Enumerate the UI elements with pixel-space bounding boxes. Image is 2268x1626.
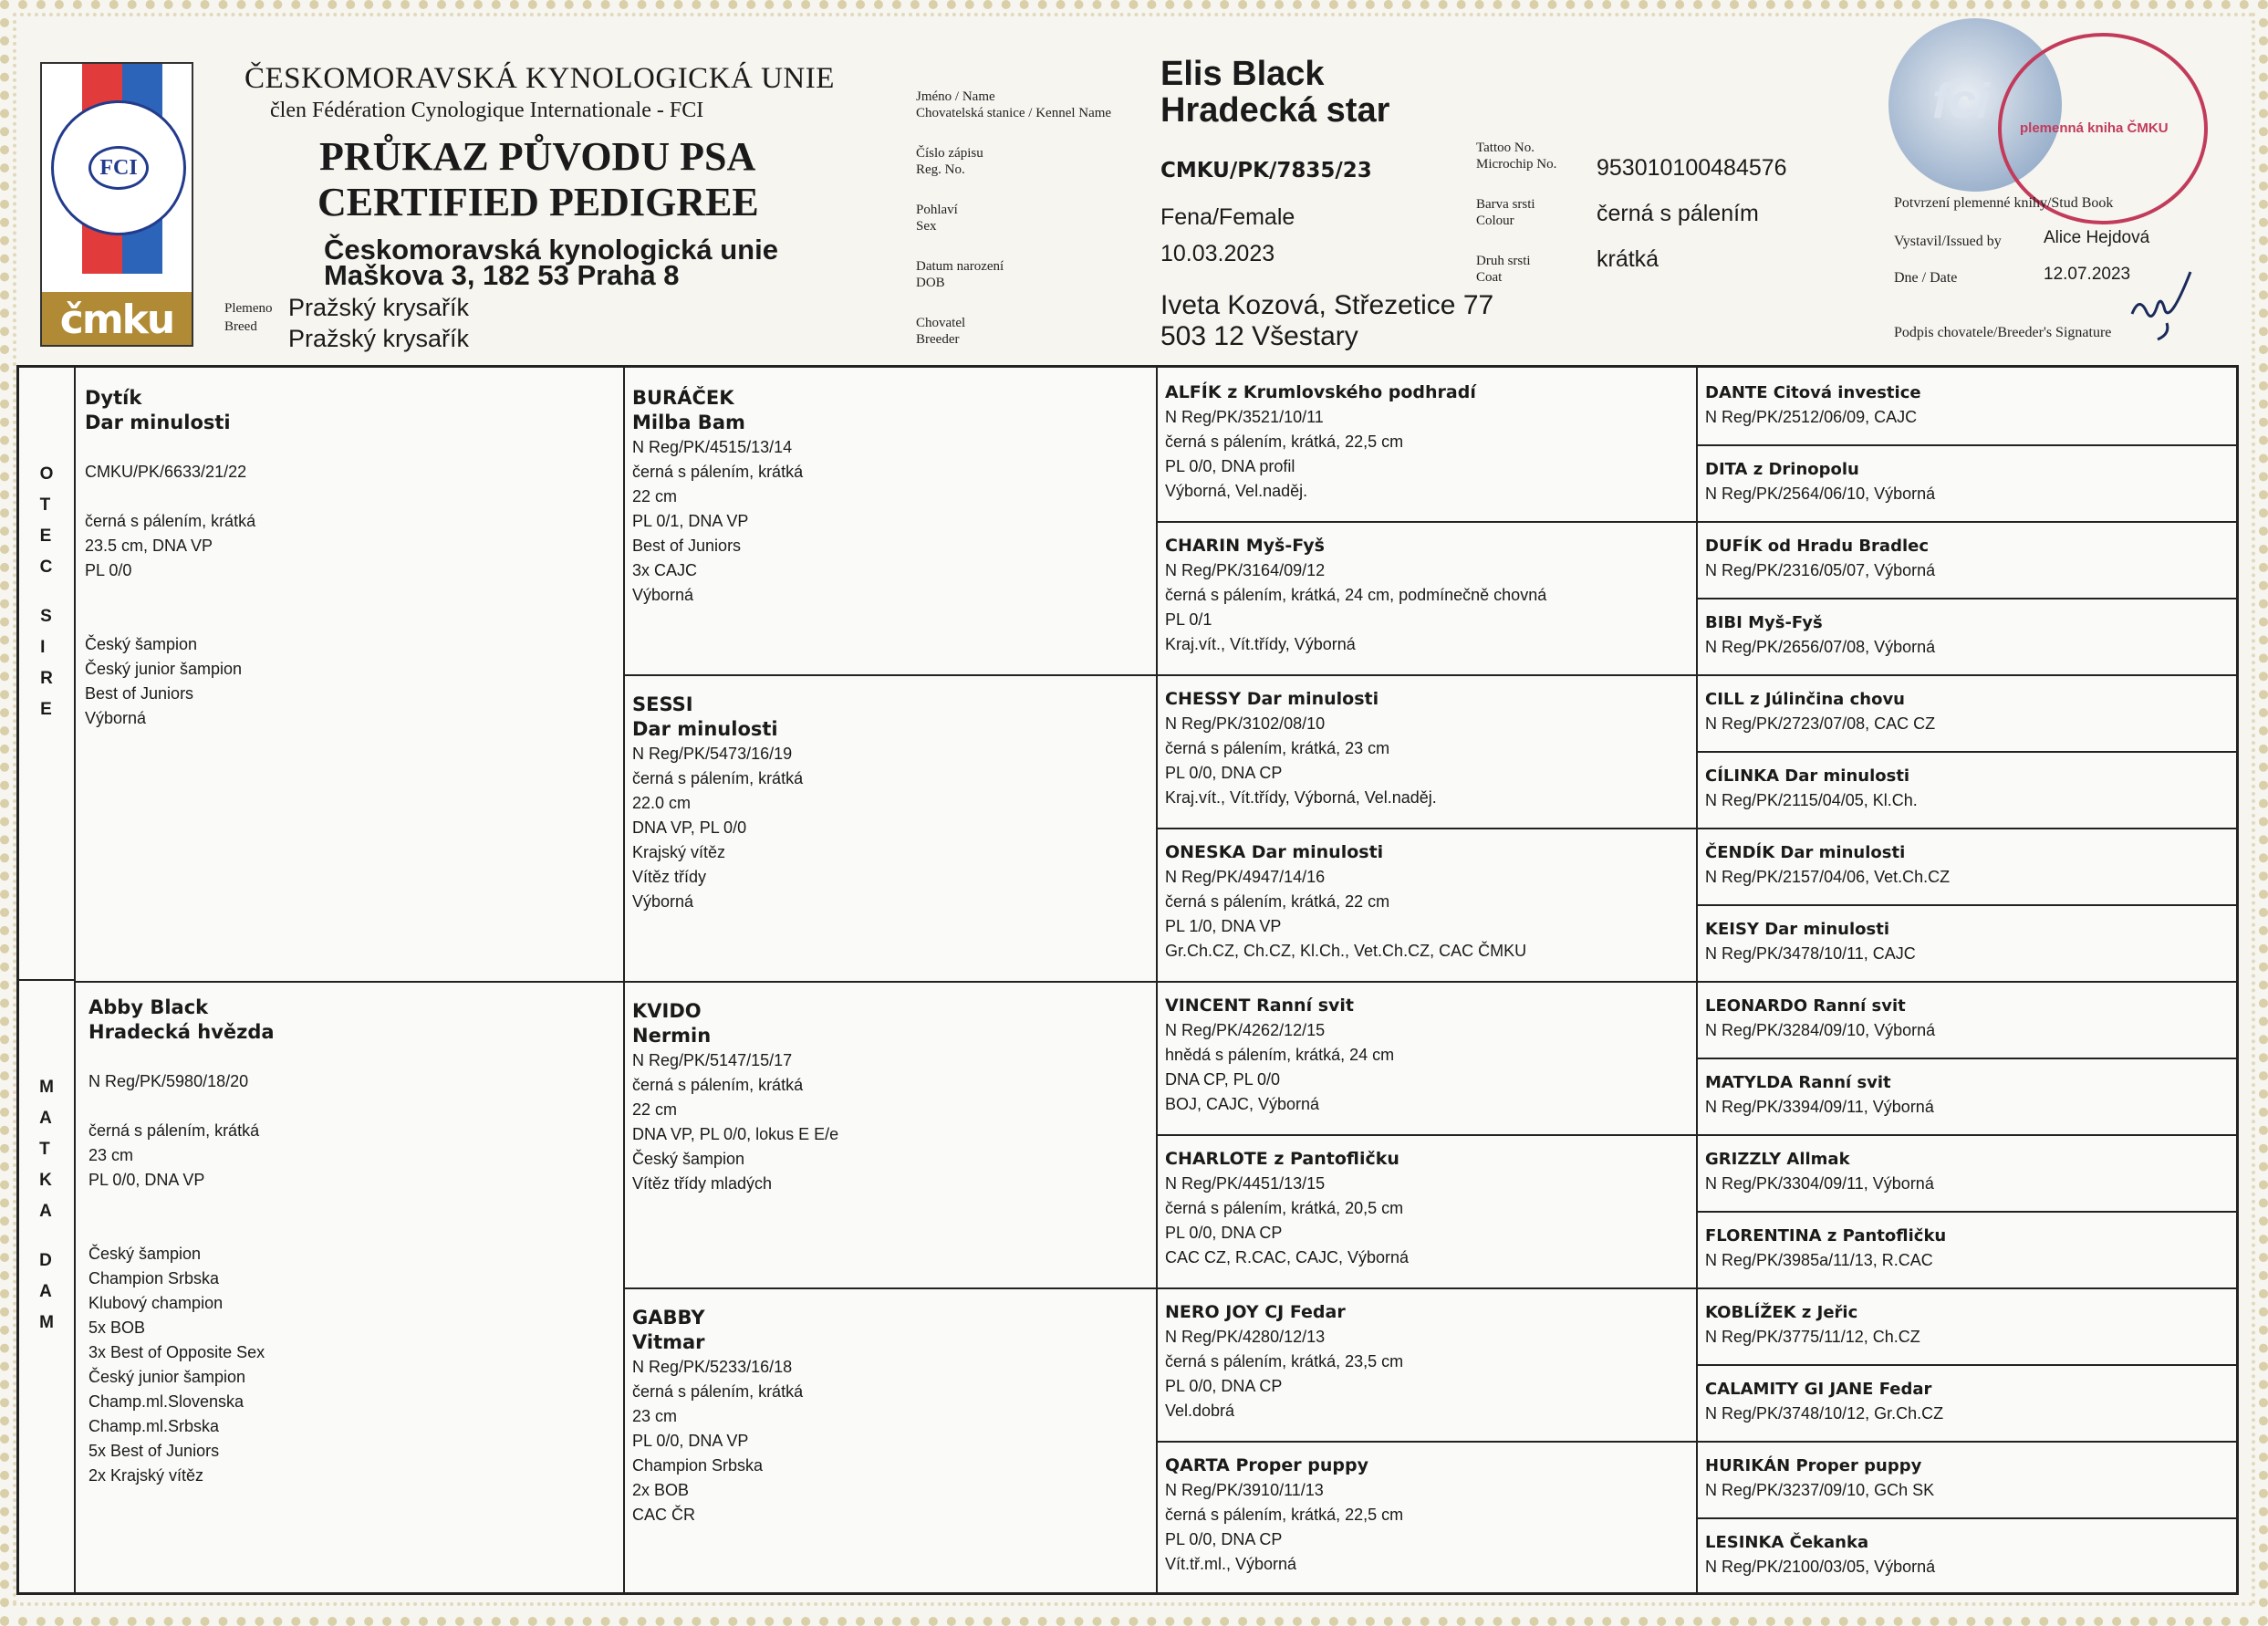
gg-grandparent-name: DANTE Citová investice xyxy=(1705,383,1921,402)
cell-line: N Reg/PK/3394/09/11, Výborná xyxy=(1705,1098,1934,1116)
breed-cz: Pražský krysařík xyxy=(288,294,470,321)
cell-line: Vít.tř.ml., Výborná xyxy=(1165,1555,1297,1573)
cell-line: N Reg/PK/5233/16/18 xyxy=(632,1358,793,1376)
gg-grandparent-cell xyxy=(1705,917,1916,966)
gg-grandparent-cell xyxy=(1705,1070,1934,1120)
stud-book-confirm-label: Potvrzení plemenné knihy/Stud Book xyxy=(1894,195,2114,211)
great-grandparent-cell xyxy=(1165,1147,1409,1270)
gg-grandparent-name: KEISY Dar minulosti xyxy=(1705,920,1890,939)
cell-line: N Reg/PK/5473/16/19 xyxy=(632,745,793,763)
side-letter: I xyxy=(40,638,46,657)
cell-line: N Reg/PK/3304/09/11, Výborná xyxy=(1705,1174,1934,1193)
cell-line: N Reg/PK/4451/13/15 xyxy=(1165,1174,1326,1193)
cell-line: Champion Srbska xyxy=(88,1269,220,1287)
great-grandparent-name: NERO JOY CJ Fedar xyxy=(1165,1302,1346,1322)
gg-grandparent-cell xyxy=(1705,1300,1920,1350)
colour-label-cz: Barva srsti xyxy=(1476,197,1535,212)
cell-line: CAC ČR xyxy=(632,1506,696,1524)
address-line1: Českomoravská kynologická unie xyxy=(324,234,778,266)
reg-label-en: Reg. No. xyxy=(916,162,965,177)
side-letter: S xyxy=(40,607,52,626)
dam-kennel: Hradecká hvězda xyxy=(88,1021,275,1043)
cell-line: 23 cm xyxy=(632,1407,678,1425)
cell-line: N Reg/PK/4515/13/14 xyxy=(632,438,793,456)
great-grandparent-cell xyxy=(1165,994,1394,1117)
microchip-label: Microchip No. xyxy=(1476,157,1557,172)
gen4-divider xyxy=(1696,1441,2236,1443)
gen4-divider xyxy=(1696,1211,2236,1213)
cell-line: DNA VP, PL 0/0 xyxy=(632,818,747,837)
cell-line: hnědá s pálením, krátká, 24 cm xyxy=(1165,1046,1395,1064)
colour-label-en: Colour xyxy=(1476,214,1514,228)
cell-line: N Reg/PK/3164/09/12 xyxy=(1165,561,1326,579)
grandparent-cell xyxy=(632,693,803,914)
issue-date: 12.07.2023 xyxy=(2044,265,2131,284)
cell-line: CMKU/PK/6633/21/22 xyxy=(85,463,247,481)
side-letter: R xyxy=(40,669,53,688)
cell-line: N Reg/PK/2656/07/08, Výborná xyxy=(1705,638,1936,656)
cell-line: Český junior šampion xyxy=(85,660,243,678)
gg-grandparent-cell xyxy=(1705,1454,1934,1503)
gen2-divider xyxy=(623,674,1156,676)
sire-cell xyxy=(85,386,255,731)
col-divider-2 xyxy=(1156,368,1158,1592)
sex-label-en: Sex xyxy=(916,219,937,234)
gg-grandparent-name: LESINKA Čekanka xyxy=(1705,1533,1869,1552)
cell-line: N Reg/PK/2723/07/08, CAC CZ xyxy=(1705,714,1936,733)
cell-line xyxy=(88,1094,275,1119)
great-grandparent-name: ALFÍK z Krumlovského podhradí xyxy=(1165,382,1476,402)
cell-line: PL 0/0, DNA CP xyxy=(1165,1377,1283,1395)
fci-emblem xyxy=(51,100,186,235)
dam-name: Abby Black xyxy=(88,996,209,1018)
side-letter: C xyxy=(39,558,53,577)
cell-line: Český šampion xyxy=(88,1245,202,1263)
cell-line: 2x BOB xyxy=(632,1481,690,1499)
cell-line: PL 0/0, DNA CP xyxy=(1165,1530,1283,1548)
breeder-line1: Iveta Kozová, Střezetice 77 xyxy=(1160,290,1494,320)
cell-line: 23 cm xyxy=(88,1146,134,1164)
grandparent-name: GABBY xyxy=(632,1307,705,1329)
colour: černá s pálením xyxy=(1597,201,1759,226)
name-label: Jméno / Name xyxy=(916,89,995,104)
gg-grandparent-cell xyxy=(1705,457,1935,506)
cell-line: 5x BOB xyxy=(88,1319,146,1337)
reg-label-cz: Číslo zápisu xyxy=(916,146,983,161)
cell-line: 22.0 cm xyxy=(632,794,692,812)
sex: Fena/Female xyxy=(1160,204,1295,230)
org-name: ČESKOMORAVSKÁ KYNOLOGICKÁ UNIE xyxy=(244,62,835,95)
cell-line: N Reg/PK/2157/04/06, Vet.Ch.CZ xyxy=(1705,868,1951,886)
great-grandparent-cell xyxy=(1165,534,1546,657)
gg-grandparent-name: KOBLÍŽEK z Jeřic xyxy=(1705,1303,1858,1322)
gen4-divider xyxy=(1696,828,2236,829)
col-divider-3 xyxy=(1696,368,1698,1592)
coat-label-en: Coat xyxy=(1476,270,1503,285)
cell-line: Vel.dobrá xyxy=(1165,1402,1235,1420)
gg-grandparent-cell xyxy=(1705,1147,1934,1196)
sex-label-cz: Pohlaví xyxy=(916,203,958,217)
sire-name: Dytík xyxy=(85,387,142,409)
grandparent-cell xyxy=(632,999,838,1196)
cell-line: 22 cm xyxy=(632,487,678,506)
cell-line xyxy=(88,1045,275,1069)
breed-en: Pražský krysařík xyxy=(288,325,470,352)
gen4-divider xyxy=(1696,1287,2236,1289)
signature-label: Podpis chovatele/Breeder's Signature xyxy=(1894,325,2112,340)
cell-line: Champ.ml.Srbska xyxy=(88,1417,220,1435)
cell-line: 5x Best of Juniors xyxy=(88,1442,220,1460)
cell-line: Krajský vítěz xyxy=(632,843,726,861)
cell-line: černá s pálením, krátká xyxy=(88,1121,260,1140)
gg-grandparent-name: CILL z Júlinčina chovu xyxy=(1705,690,1905,709)
gg-grandparent-cell xyxy=(1705,380,1921,430)
gen3-divider xyxy=(1156,1287,1696,1289)
cell-line: N Reg/PK/3521/10/11 xyxy=(1165,408,1324,426)
cell-line: 22 cm xyxy=(632,1100,678,1119)
great-grandparent-cell xyxy=(1165,840,1526,964)
side-letter: T xyxy=(39,1140,50,1159)
cell-line: N Reg/PK/4280/12/13 xyxy=(1165,1328,1326,1346)
cell-line xyxy=(85,583,255,608)
cell-line: Champion Srbska xyxy=(632,1456,764,1475)
breeder-signature xyxy=(2130,268,2194,341)
cell-line: BOJ, CAJC, Výborná xyxy=(1165,1095,1320,1113)
cell-line: Kraj.vít., Vít.třídy, Výborná xyxy=(1165,635,1356,653)
cell-line: PL 0/1, DNA VP xyxy=(632,512,749,530)
cell-line: N Reg/PK/3910/11/13 xyxy=(1165,1481,1324,1499)
gg-grandparent-name: HURIKÁN Proper puppy xyxy=(1705,1456,1922,1475)
coat-label-cz: Druh srsti xyxy=(1476,254,1531,268)
fci-logo-text: FCI xyxy=(88,146,149,190)
cell-line xyxy=(85,485,255,509)
side-letter: E xyxy=(39,526,52,546)
gen2-divider xyxy=(623,1287,1156,1289)
fci-membership: člen Fédération Cynologique Internationale - FCI xyxy=(270,99,704,122)
cell-line: N Reg/PK/2564/06/10, Výborná xyxy=(1705,485,1936,503)
gen4-divider xyxy=(1696,1517,2236,1519)
gg-grandparent-name: DUFÍK od Hradu Bradlec xyxy=(1705,537,1930,556)
dam-cell xyxy=(88,995,275,1488)
cell-line: černá s pálením, krátká, 20,5 cm xyxy=(1165,1199,1404,1217)
side-letter: M xyxy=(39,1313,54,1332)
cell-line: 2x Krajský vítěz xyxy=(88,1466,204,1485)
cell-line: N Reg/PK/3775/11/12, Ch.CZ xyxy=(1705,1328,1920,1346)
grandparent-cell xyxy=(632,1306,803,1527)
cell-line xyxy=(85,435,255,460)
side-letter: A xyxy=(39,1202,52,1221)
gen4-divider xyxy=(1696,1134,2236,1136)
side-letter: T xyxy=(39,495,51,515)
issued-by-label: Vystavil/Issued by xyxy=(1894,234,2002,249)
gen3-divider xyxy=(1156,521,1696,523)
microchip: 953010100484576 xyxy=(1597,155,1787,181)
cell-line: Gr.Ch.CZ, Ch.CZ, Kl.Ch., Vet.Ch.CZ, CAC ČMKU xyxy=(1165,942,1527,960)
gg-grandparent-cell xyxy=(1705,1530,1935,1579)
cell-line xyxy=(88,1193,275,1217)
gen4-divider xyxy=(1696,751,2236,753)
cell-line: 23.5 cm, DNA VP xyxy=(85,537,213,555)
grandparent-name: BURÁČEK xyxy=(632,387,734,409)
great-grandparent-name: QARTA Proper puppy xyxy=(1165,1455,1368,1475)
cell-line: PL 0/0, DNA CP xyxy=(1165,764,1283,782)
cell-line: N Reg/PK/2512/06/09, CAJC xyxy=(1705,408,1918,426)
gen4-divider xyxy=(1696,1058,2236,1059)
cell-line: N Reg/PK/4947/14/16 xyxy=(1165,868,1326,886)
gen4-divider xyxy=(1696,521,2236,523)
title-en: CERTIFIED PEDIGREE xyxy=(317,180,759,224)
cell-line: Výborná xyxy=(632,892,694,911)
cell-line: N Reg/PK/3102/08/10 xyxy=(1165,714,1326,733)
fci-hologram-stamp: fci xyxy=(1888,18,2062,192)
breeder-line2: 503 12 Všestary xyxy=(1160,321,1358,351)
pedigree-table xyxy=(16,365,2239,1595)
kennel-label: Chovatelská stanice / Kennel Name xyxy=(916,106,1112,120)
side-letter: A xyxy=(39,1282,52,1301)
cell-line: černá s pálením, krátká, 24 cm, podmínečně chovná xyxy=(1165,586,1547,604)
cell-line: DNA CP, PL 0/0 xyxy=(1165,1070,1281,1089)
cell-line: N Reg/PK/5980/18/20 xyxy=(88,1072,249,1090)
cell-line: N Reg/PK/2115/04/05, Kl.Ch. xyxy=(1705,791,1918,809)
coat: krátká xyxy=(1597,246,1659,272)
cell-line: N Reg/PK/3237/09/10, GCh SK xyxy=(1705,1481,1935,1499)
dob-label-cz: Datum narození xyxy=(916,259,1004,274)
cell-line: Champ.ml.Slovenska xyxy=(88,1392,244,1411)
gen4-divider xyxy=(1696,981,2236,983)
dog-kennel: Hradecká star xyxy=(1160,91,1390,130)
gg-grandparent-name: BIBI Myš-Fyš xyxy=(1705,613,1823,632)
cell-line: černá s pálením, krátká, 23,5 cm xyxy=(1165,1352,1404,1371)
cell-line: černá s pálením, krátká xyxy=(85,512,256,530)
gg-grandparent-name: GRIZZLY Allmak xyxy=(1705,1150,1850,1169)
grandparent-cell xyxy=(632,386,803,608)
great-grandparent-name: VINCENT Ranní svit xyxy=(1165,995,1354,1016)
issued-by: Alice Hejdová xyxy=(2044,228,2150,247)
cell-line: Výborná xyxy=(85,709,147,727)
gg-grandparent-cell xyxy=(1705,687,1935,736)
title-cz: PRŮKAZ PŮVODU PSA xyxy=(319,134,756,179)
cell-line: 3x CAJC xyxy=(632,561,698,579)
cell-line: černá s pálením, krátká xyxy=(632,463,804,481)
cell-line: N Reg/PK/3985a/11/13, R.CAC xyxy=(1705,1251,1933,1269)
cmku-fci-logo xyxy=(40,62,193,347)
gg-grandparent-name: ČENDÍK Dar minulosti xyxy=(1705,843,1906,862)
cell-line: černá s pálením, krátká, 22,5 cm xyxy=(1165,1506,1404,1524)
breed-label-en: Breed xyxy=(224,319,257,334)
gen4-divider xyxy=(1696,904,2236,906)
dog-name: Elis Black xyxy=(1160,55,1325,93)
cell-line: PL 0/0, DNA VP xyxy=(88,1171,205,1189)
gg-grandparent-name: FLORENTINA z Pantofličku xyxy=(1705,1226,1947,1246)
cell-line: N Reg/PK/2100/03/05, Výborná xyxy=(1705,1558,1936,1576)
cell-line: Best of Juniors xyxy=(632,537,742,555)
gen3-divider xyxy=(1156,1134,1696,1136)
cell-line: Český junior šampion xyxy=(88,1368,246,1386)
gen3-divider xyxy=(1156,828,1696,829)
gg-grandparent-name: LEONARDO Ranní svit xyxy=(1705,996,1906,1016)
gg-grandparent-cell xyxy=(1705,534,1935,583)
gen4-divider xyxy=(1696,1364,2236,1366)
gen4-divider xyxy=(1696,674,2236,676)
dob-label-en: DOB xyxy=(916,276,945,290)
cell-line: černá s pálením, krátká xyxy=(632,1076,804,1094)
gen3-divider xyxy=(1156,1441,1696,1443)
cell-line: Výborná, Vel.naděj. xyxy=(1165,482,1308,500)
cell-line: Vítěz třídy xyxy=(632,868,707,886)
cell-line: PL 1/0, DNA VP xyxy=(1165,917,1282,935)
grandparent-kennel: Nermin xyxy=(632,1025,712,1047)
side-letter: D xyxy=(39,1251,52,1270)
gen4-divider xyxy=(1696,444,2236,446)
cell-line: N Reg/PK/3748/10/12, Gr.Ch.CZ xyxy=(1705,1404,1944,1423)
gg-grandparent-cell xyxy=(1705,1224,1946,1273)
dob: 10.03.2023 xyxy=(1160,241,1275,266)
cell-line: Klubový champion xyxy=(88,1294,224,1312)
side-letter: E xyxy=(40,700,52,719)
dam-side-label xyxy=(19,981,76,1594)
grandparent-name: KVIDO xyxy=(632,1000,702,1022)
cell-line: N Reg/PK/4262/12/15 xyxy=(1165,1021,1326,1039)
cell-line: Vítěz třídy mladých xyxy=(632,1174,773,1193)
cmku-logo-text: čmku xyxy=(42,292,192,347)
date-label: Dne / Date xyxy=(1894,270,1958,286)
cell-line: N Reg/PK/5147/15/17 xyxy=(632,1051,793,1069)
gg-grandparent-cell xyxy=(1705,610,1935,660)
side-letter: M xyxy=(39,1078,54,1097)
breeder-label-cz: Chovatel xyxy=(916,316,966,330)
gen3-divider xyxy=(1156,674,1696,676)
cell-line: N Reg/PK/2316/05/07, Výborná xyxy=(1705,561,1936,579)
great-grandparent-name: CHARIN Myš-Fyš xyxy=(1165,536,1325,556)
gg-grandparent-name: CALAMITY GI JANE Fedar xyxy=(1705,1380,1932,1399)
side-letter: O xyxy=(39,464,54,484)
reg-no: CMKU/PK/7835/23 xyxy=(1160,159,1372,182)
cell-line: Výborná xyxy=(632,586,694,604)
cell-line: PL 0/0, DNA VP xyxy=(632,1432,749,1450)
cell-line: PL 0/1 xyxy=(1165,610,1212,629)
gg-grandparent-name: CÍLINKA Dar minulosti xyxy=(1705,766,1910,786)
cell-line: Český šampion xyxy=(85,635,198,653)
cell-line: PL 0/0 xyxy=(85,561,132,579)
cell-line: černá s pálením, krátká xyxy=(632,1382,804,1401)
cell-line: černá s pálením, krátká, 22,5 cm xyxy=(1165,433,1404,451)
great-grandparent-cell xyxy=(1165,1300,1403,1423)
cell-line: N Reg/PK/3284/09/10, Výborná xyxy=(1705,1021,1936,1039)
side-letter: K xyxy=(39,1171,52,1190)
cell-line: N Reg/PK/3478/10/11, CAJC xyxy=(1705,944,1916,963)
col-divider-1 xyxy=(623,368,625,1592)
cell-line: černá s pálením, krátká xyxy=(632,769,804,787)
tattoo-label: Tattoo No. xyxy=(1476,141,1535,155)
cell-line: PL 0/0, DNA CP xyxy=(1165,1224,1283,1242)
cell-line: černá s pálením, krátká, 22 cm xyxy=(1165,892,1390,911)
grandparent-kennel: Vitmar xyxy=(632,1331,705,1353)
address-line2: Maškova 3, 182 53 Praha 8 xyxy=(324,259,680,291)
grandparent-kennel: Milba Bam xyxy=(632,412,745,433)
great-grandparent-cell xyxy=(1165,1454,1403,1577)
sire-kennel: Dar minulosti xyxy=(85,412,231,433)
great-grandparent-name: CHARLOTE z Pantofličku xyxy=(1165,1149,1399,1169)
cell-line: Best of Juniors xyxy=(85,684,194,703)
cell-line: DNA VP, PL 0/0, lokus E E/e xyxy=(632,1125,839,1143)
gg-grandparent-name: DITA z Drinopolu xyxy=(1705,460,1859,479)
grandparent-name: SESSI xyxy=(632,693,693,715)
gg-grandparent-cell xyxy=(1705,994,1935,1043)
cell-line: Český šampion xyxy=(632,1150,745,1168)
cell-line: PL 0/0, DNA profil xyxy=(1165,457,1295,475)
gen3-divider xyxy=(1156,981,1696,983)
cell-line xyxy=(88,1217,275,1242)
gg-grandparent-name: MATYLDA Ranní svit xyxy=(1705,1073,1891,1092)
cell-line: černá s pálením, krátká, 23 cm xyxy=(1165,739,1390,757)
great-grandparent-name: CHESSY Dar minulosti xyxy=(1165,689,1379,709)
breed-label-cz: Plemeno xyxy=(224,301,273,316)
gg-grandparent-cell xyxy=(1705,1377,1943,1426)
cell-line: CAC CZ, R.CAC, CAJC, Výborná xyxy=(1165,1248,1410,1266)
cell-line xyxy=(85,608,255,632)
great-grandparent-cell xyxy=(1165,687,1437,810)
breeder-label-en: Breeder xyxy=(916,332,960,347)
sire-side-label xyxy=(19,368,76,981)
cell-line: Kraj.vít., Vít.třídy, Výborná, Vel.naděj. xyxy=(1165,788,1437,807)
side-letter: A xyxy=(39,1109,52,1128)
grandparent-kennel: Dar minulosti xyxy=(632,718,778,740)
gen4-divider xyxy=(1696,598,2236,599)
gg-grandparent-cell xyxy=(1705,840,1950,890)
stud-book-stamp: plemenná kniha ČMKU xyxy=(1998,33,2208,224)
great-grandparent-name: ONESKA Dar minulosti xyxy=(1165,842,1384,862)
gg-grandparent-cell xyxy=(1705,764,1918,813)
great-grandparent-cell xyxy=(1165,380,1476,504)
cell-line: 3x Best of Opposite Sex xyxy=(88,1343,265,1361)
